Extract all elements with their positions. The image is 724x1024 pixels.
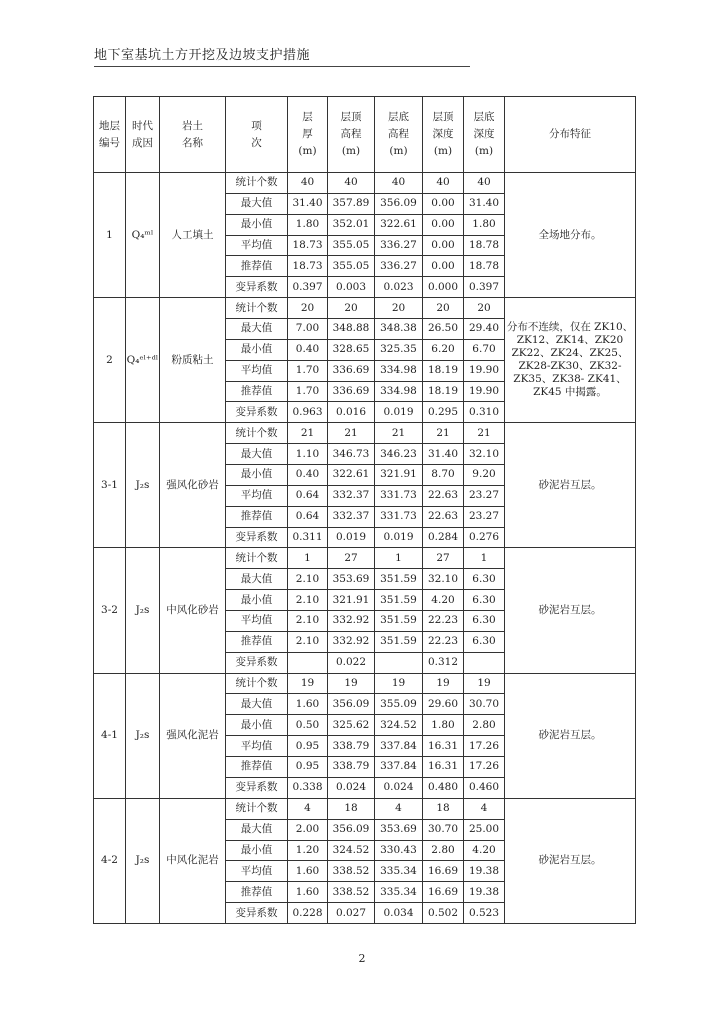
value-cell: 348.38: [375, 319, 423, 340]
value-cell: 6.20: [423, 339, 464, 360]
value-cell: 353.69: [328, 569, 375, 590]
stat-label-cell: 推荐值: [226, 757, 288, 778]
value-cell: 331.73: [375, 506, 423, 527]
column-header-text: 层底: [473, 111, 495, 123]
value-cell: 18.78: [464, 235, 505, 256]
value-cell: 6.30: [464, 569, 505, 590]
stat-label-cell: 统计个数: [226, 173, 288, 194]
value-cell: 29.60: [423, 694, 464, 715]
value-cell: 0.963: [288, 402, 328, 423]
value-cell: 355.05: [328, 235, 375, 256]
value-cell: 30.70: [423, 819, 464, 840]
value-cell: 0.228: [288, 903, 328, 924]
table-row: [94, 673, 636, 694]
value-cell: 30.70: [464, 694, 505, 715]
stat-label-cell: 变异系数: [226, 903, 288, 924]
value-cell: 21: [328, 423, 375, 444]
distribution-cell: 砂泥岩互层。: [505, 423, 636, 548]
value-cell: 355.05: [328, 256, 375, 277]
value-cell: 0.397: [464, 277, 505, 298]
value-cell: 1: [288, 548, 328, 569]
value-cell: 353.69: [375, 819, 423, 840]
value-cell: 40: [464, 173, 505, 194]
stat-label-cell: 最大值: [226, 193, 288, 214]
age-cell: J₂s: [126, 423, 160, 548]
stat-label-cell: 变异系数: [226, 402, 288, 423]
distribution-cell: 全场地分布。: [505, 173, 636, 298]
value-cell: 32.10: [464, 444, 505, 465]
value-cell: 18.73: [288, 235, 328, 256]
stat-label-cell: 最大值: [226, 694, 288, 715]
value-cell: 0.523: [464, 903, 505, 924]
value-cell: 1.20: [288, 840, 328, 861]
value-cell: 1.10: [288, 444, 328, 465]
value-cell: 338.52: [328, 861, 375, 882]
value-cell: 332.37: [328, 485, 375, 506]
value-cell: 2.10: [288, 611, 328, 632]
column-header: [328, 97, 375, 173]
value-cell: 0.276: [464, 527, 505, 548]
value-cell: [464, 652, 505, 673]
column-header-text: 层: [302, 111, 313, 123]
value-cell: 0.00: [423, 256, 464, 277]
value-cell: 357.89: [328, 193, 375, 214]
value-cell: 0.00: [423, 193, 464, 214]
value-cell: 19: [328, 673, 375, 694]
value-cell: 0.034: [375, 903, 423, 924]
value-cell: 1.80: [464, 214, 505, 235]
table-row: [94, 298, 636, 319]
value-cell: 22.63: [423, 485, 464, 506]
value-cell: 21: [423, 423, 464, 444]
value-cell: 351.59: [375, 590, 423, 611]
value-cell: 346.73: [328, 444, 375, 465]
value-cell: 20: [464, 298, 505, 319]
stat-label-cell: 最小值: [226, 339, 288, 360]
value-cell: 0.019: [375, 402, 423, 423]
layer-id-cell: 3-2: [94, 548, 126, 673]
value-cell: 338.52: [328, 882, 375, 903]
value-cell: 4: [375, 798, 423, 819]
value-cell: 0.016: [328, 402, 375, 423]
value-cell: 20: [328, 298, 375, 319]
column-header-text: (m): [341, 145, 361, 157]
value-cell: 27: [423, 548, 464, 569]
value-cell: 4.20: [464, 840, 505, 861]
value-cell: 0.502: [423, 903, 464, 924]
value-cell: 0.311: [288, 527, 328, 548]
soil-name-cell: 中风化泥岩: [160, 798, 226, 923]
value-cell: 0.024: [375, 777, 423, 798]
value-cell: 352.01: [328, 214, 375, 235]
value-cell: 0.338: [288, 777, 328, 798]
column-header: [126, 97, 160, 173]
stat-label-cell: 变异系数: [226, 277, 288, 298]
value-cell: 0.000: [423, 277, 464, 298]
value-cell: 26.50: [423, 319, 464, 340]
value-cell: 0.480: [423, 777, 464, 798]
value-cell: 335.34: [375, 882, 423, 903]
value-cell: 29.40: [464, 319, 505, 340]
value-cell: 1.70: [288, 381, 328, 402]
value-cell: 21: [375, 423, 423, 444]
distribution-cell: 砂泥岩互层。: [505, 673, 636, 798]
layer-id-cell: 2: [94, 298, 126, 423]
value-cell: 336.27: [375, 235, 423, 256]
column-header-text: 成因: [132, 136, 153, 149]
value-cell: 19: [423, 673, 464, 694]
value-cell: 1.80: [423, 715, 464, 736]
age-cell: J₂s: [126, 548, 160, 673]
value-cell: 22.23: [423, 631, 464, 652]
value-cell: 0.310: [464, 402, 505, 423]
soil-name-cell: 粉质粘土: [160, 298, 226, 423]
column-header-text: 层顶: [432, 111, 454, 123]
value-cell: 19: [375, 673, 423, 694]
value-cell: 335.34: [375, 861, 423, 882]
value-cell: 0.95: [288, 736, 328, 757]
value-cell: 0.40: [288, 339, 328, 360]
value-cell: 322.61: [328, 465, 375, 486]
column-header-text: (m): [389, 145, 408, 157]
column-header-text: (m): [298, 145, 317, 157]
value-cell: 16.69: [423, 861, 464, 882]
layer-id-cell: 3-1: [94, 423, 126, 548]
value-cell: 17.26: [464, 736, 505, 757]
value-cell: 355.09: [375, 694, 423, 715]
value-cell: 9.20: [464, 465, 505, 486]
value-cell: 330.43: [375, 840, 423, 861]
stat-label-cell: 统计个数: [226, 798, 288, 819]
stat-label-cell: 推荐值: [226, 631, 288, 652]
value-cell: 16.69: [423, 882, 464, 903]
value-cell: 4.20: [423, 590, 464, 611]
value-cell: 325.62: [328, 715, 375, 736]
column-header-text: 地层: [99, 119, 120, 132]
value-cell: 40: [288, 173, 328, 194]
column-header-text: 厚: [302, 128, 313, 140]
value-cell: 1: [375, 548, 423, 569]
value-cell: 336.69: [328, 360, 375, 381]
value-cell: [375, 652, 423, 673]
value-cell: 23.27: [464, 506, 505, 527]
value-cell: 0.397: [288, 277, 328, 298]
stat-label-cell: 统计个数: [226, 423, 288, 444]
statistics-table: [93, 96, 636, 924]
value-cell: 351.59: [375, 569, 423, 590]
value-cell: 19.90: [464, 381, 505, 402]
value-cell: 0.027: [328, 903, 375, 924]
value-cell: 334.98: [375, 360, 423, 381]
value-cell: 348.88: [328, 319, 375, 340]
stat-label-cell: 统计个数: [226, 548, 288, 569]
value-cell: 25.00: [464, 819, 505, 840]
value-cell: 2.10: [288, 590, 328, 611]
layer-id-cell: 4-2: [94, 798, 126, 923]
value-cell: 321.91: [328, 590, 375, 611]
column-header-text: 次: [251, 136, 262, 149]
value-cell: 0.64: [288, 485, 328, 506]
value-cell: 40: [328, 173, 375, 194]
value-cell: 21: [464, 423, 505, 444]
stat-label-cell: 最小值: [226, 840, 288, 861]
value-cell: 31.40: [423, 444, 464, 465]
value-cell: 18: [423, 798, 464, 819]
stat-label-cell: 平均值: [226, 736, 288, 757]
column-header-text: 高程: [388, 128, 409, 140]
value-cell: 356.09: [328, 819, 375, 840]
value-cell: 338.79: [328, 736, 375, 757]
value-cell: 18.19: [423, 381, 464, 402]
table-row: [94, 798, 636, 819]
column-header-text: 岩土: [182, 119, 203, 132]
value-cell: 0.022: [328, 652, 375, 673]
layer-id-cell: 4-1: [94, 673, 126, 798]
value-cell: 22.63: [423, 506, 464, 527]
value-cell: 0.019: [375, 527, 423, 548]
header-row: [94, 97, 636, 173]
value-cell: 328.65: [328, 339, 375, 360]
value-cell: 31.40: [464, 193, 505, 214]
stat-label-cell: 最小值: [226, 214, 288, 235]
value-cell: 22.23: [423, 611, 464, 632]
document-header: 地下室基坑土方开挖及边坡支护措施: [94, 48, 470, 67]
value-cell: 1.80: [288, 214, 328, 235]
value-cell: 0.295: [423, 402, 464, 423]
column-header-text: (m): [474, 145, 494, 157]
value-cell: 337.84: [375, 757, 423, 778]
value-cell: 356.09: [375, 193, 423, 214]
stat-label-cell: 平均值: [226, 360, 288, 381]
stat-label-cell: 推荐值: [226, 381, 288, 402]
value-cell: 0.00: [423, 235, 464, 256]
stat-label-cell: 变异系数: [226, 777, 288, 798]
column-header-text: (m): [433, 145, 453, 157]
value-cell: 19.38: [464, 882, 505, 903]
value-cell: 16.31: [423, 736, 464, 757]
value-cell: 18.19: [423, 360, 464, 381]
value-cell: 346.23: [375, 444, 423, 465]
soil-name-cell: 强风化泥岩: [160, 673, 226, 798]
value-cell: 338.79: [328, 757, 375, 778]
page-number: 2: [358, 952, 366, 965]
value-cell: 334.98: [375, 381, 423, 402]
distribution-cell: 砂泥岩互层。: [505, 548, 636, 673]
column-header-text: 时代: [132, 119, 153, 132]
value-cell: 336.27: [375, 256, 423, 277]
value-cell: 0.40: [288, 465, 328, 486]
distribution-cell: 分布不连续，仅在 ZK10、ZK12、ZK14、ZK20 ZK22、ZK24、ZK25、ZK28-ZK30、ZK32- ZK35、ZK38- ZK41、ZK45 中揭露。: [505, 298, 636, 423]
value-cell: 1: [464, 548, 505, 569]
soil-name-cell: 人工填土: [160, 173, 226, 298]
stat-label-cell: 最小值: [226, 715, 288, 736]
column-header-text: 编号: [99, 136, 120, 149]
stat-label-cell: 变异系数: [226, 652, 288, 673]
column-header: [505, 97, 636, 173]
value-cell: 1.70: [288, 360, 328, 381]
value-cell: 2.80: [464, 715, 505, 736]
distribution-cell: 砂泥岩互层。: [505, 798, 636, 923]
stat-label-cell: 推荐值: [226, 506, 288, 527]
column-header-text: 深度: [473, 128, 495, 140]
value-cell: 32.10: [423, 569, 464, 590]
value-cell: 0.312: [423, 652, 464, 673]
value-cell: 27: [328, 548, 375, 569]
value-cell: 322.61: [375, 214, 423, 235]
value-cell: 16.31: [423, 757, 464, 778]
value-cell: 2.10: [288, 631, 328, 652]
value-cell: 337.84: [375, 736, 423, 757]
stat-label-cell: 最小值: [226, 465, 288, 486]
column-header: [375, 97, 423, 173]
value-cell: 336.69: [328, 381, 375, 402]
value-cell: 2.10: [288, 569, 328, 590]
stat-label-cell: 变异系数: [226, 527, 288, 548]
value-cell: 6.30: [464, 631, 505, 652]
value-cell: 332.92: [328, 611, 375, 632]
value-cell: 4: [288, 798, 328, 819]
column-header: [288, 97, 328, 173]
column-header-text: 名称: [182, 136, 203, 149]
value-cell: 20: [288, 298, 328, 319]
value-cell: 324.52: [375, 715, 423, 736]
value-cell: 0.64: [288, 506, 328, 527]
column-header: [94, 97, 126, 173]
stat-label-cell: 最大值: [226, 319, 288, 340]
value-cell: 7.00: [288, 319, 328, 340]
value-cell: 1.60: [288, 861, 328, 882]
table-row: [94, 423, 636, 444]
value-cell: 351.59: [375, 611, 423, 632]
column-header: [160, 97, 226, 173]
age-cell: J₂s: [126, 798, 160, 923]
value-cell: 31.40: [288, 193, 328, 214]
column-header-text: 分布特征: [549, 128, 591, 140]
value-cell: 8.70: [423, 465, 464, 486]
value-cell: 0.024: [328, 777, 375, 798]
value-cell: 21: [288, 423, 328, 444]
value-cell: 0.50: [288, 715, 328, 736]
stat-label-cell: 最大值: [226, 569, 288, 590]
value-cell: 332.37: [328, 506, 375, 527]
column-header-text: 层顶: [340, 111, 362, 123]
value-cell: 351.59: [375, 631, 423, 652]
table-row: [94, 548, 636, 569]
stat-label-cell: 统计个数: [226, 298, 288, 319]
value-cell: 40: [375, 173, 423, 194]
stat-label-cell: 平均值: [226, 485, 288, 506]
stat-label-cell: 平均值: [226, 861, 288, 882]
age-cell: Q₄ᵐˡ: [126, 173, 160, 298]
value-cell: 321.91: [375, 465, 423, 486]
column-header-text: 项: [251, 119, 262, 132]
column-header-text: 高程: [340, 128, 362, 140]
value-cell: 331.73: [375, 485, 423, 506]
table-row: [94, 173, 636, 194]
column-header: [423, 97, 464, 173]
value-cell: 20: [375, 298, 423, 319]
value-cell: 23.27: [464, 485, 505, 506]
value-cell: 19.90: [464, 360, 505, 381]
value-cell: 6.30: [464, 611, 505, 632]
value-cell: 0.003: [328, 277, 375, 298]
soil-name-cell: 强风化砂岩: [160, 423, 226, 548]
value-cell: 4: [464, 798, 505, 819]
stat-label-cell: 平均值: [226, 611, 288, 632]
soil-name-cell: 中风化砂岩: [160, 548, 226, 673]
value-cell: 1.60: [288, 694, 328, 715]
value-cell: 2.00: [288, 819, 328, 840]
stat-label-cell: 最大值: [226, 819, 288, 840]
value-cell: 18: [328, 798, 375, 819]
value-cell: 18.78: [464, 256, 505, 277]
value-cell: [288, 652, 328, 673]
value-cell: 17.26: [464, 757, 505, 778]
stat-label-cell: 最小值: [226, 590, 288, 611]
layer-id-cell: 1: [94, 173, 126, 298]
stat-label-cell: 推荐值: [226, 256, 288, 277]
age-cell: J₂s: [126, 673, 160, 798]
value-cell: 0.023: [375, 277, 423, 298]
value-cell: 20: [423, 298, 464, 319]
age-cell: Q₄ᵉˡ⁺ᵈˡ: [126, 298, 160, 423]
value-cell: 356.09: [328, 694, 375, 715]
value-cell: 324.52: [328, 840, 375, 861]
stat-label-cell: 统计个数: [226, 673, 288, 694]
value-cell: 19.38: [464, 861, 505, 882]
column-header-text: 深度: [432, 128, 454, 140]
value-cell: 0.00: [423, 214, 464, 235]
value-cell: 332.92: [328, 631, 375, 652]
column-header-text: 层底: [388, 111, 409, 123]
value-cell: 6.30: [464, 590, 505, 611]
value-cell: 6.70: [464, 339, 505, 360]
value-cell: 0.460: [464, 777, 505, 798]
stat-label-cell: 推荐值: [226, 882, 288, 903]
value-cell: 0.95: [288, 757, 328, 778]
value-cell: 19: [288, 673, 328, 694]
value-cell: 40: [423, 173, 464, 194]
value-cell: 18.73: [288, 256, 328, 277]
value-cell: 1.60: [288, 882, 328, 903]
value-cell: 0.284: [423, 527, 464, 548]
column-header: [464, 97, 505, 173]
value-cell: 19: [464, 673, 505, 694]
value-cell: 2.80: [423, 840, 464, 861]
stat-label-cell: 平均值: [226, 235, 288, 256]
column-header: [226, 97, 288, 173]
stat-label-cell: 最大值: [226, 444, 288, 465]
value-cell: 325.35: [375, 339, 423, 360]
value-cell: 0.019: [328, 527, 375, 548]
